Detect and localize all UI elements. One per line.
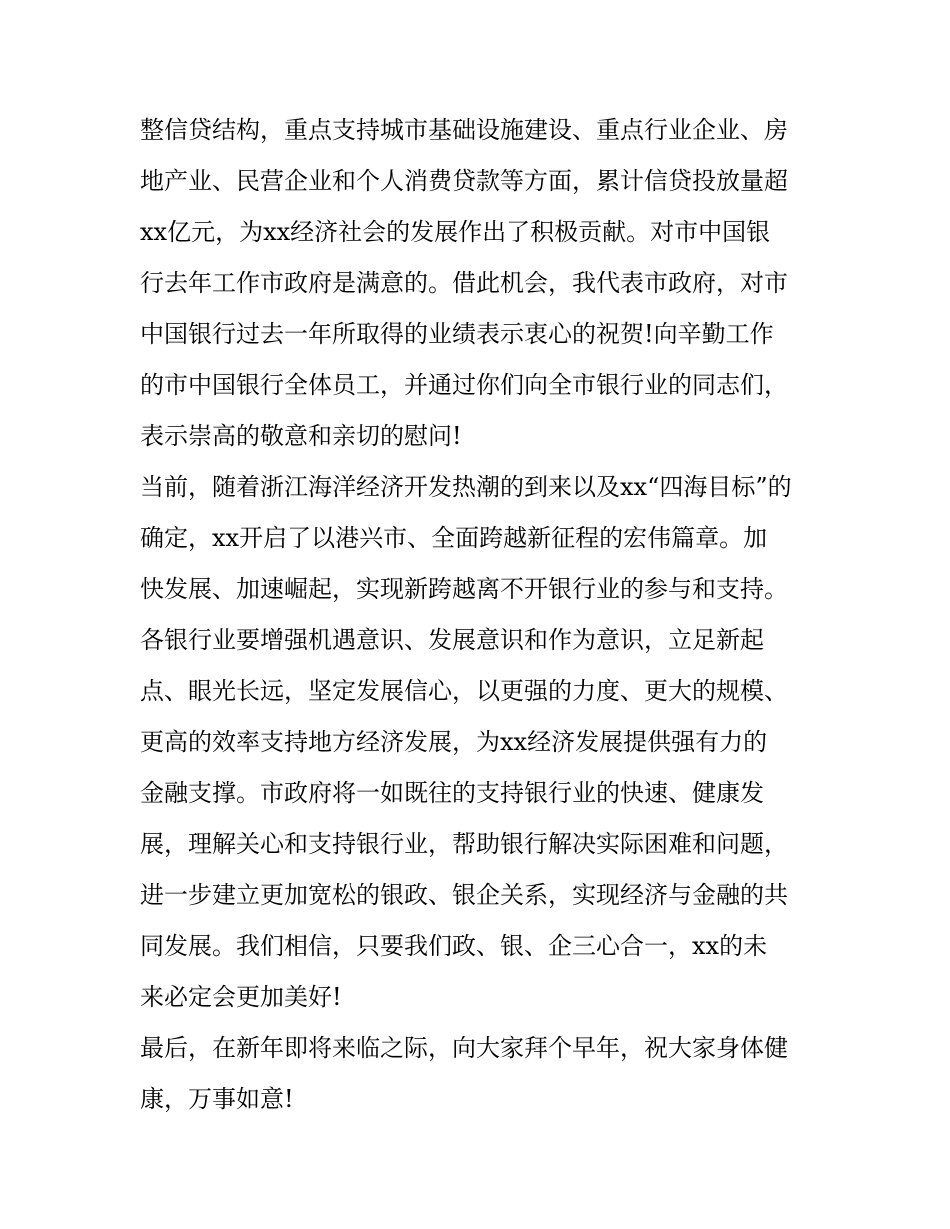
text-line: 康，万事如意! bbox=[140, 1085, 294, 1113]
text-line: 的市中国银行全体员工，并通过你们向全市银行业的同志们， bbox=[140, 371, 788, 399]
body-text bbox=[140, 105, 820, 1125]
text-line: 金融支撑。市政府将一如既往的支持银行业的快速、健康发 bbox=[140, 779, 764, 807]
text-line: 最后，在新年即将来临之际，向大家拜个早年，祝大家身体健 bbox=[140, 1034, 788, 1062]
text-line: 确定，xx开启了以港兴市、全面跨越新征程的宏伟篇章。加 bbox=[140, 524, 768, 552]
text-line: 点、眼光长远，坚定发展信心，以更强的力度、更大的规模、 bbox=[140, 677, 788, 705]
text-line: 表示崇高的敬意和亲切的慰问! bbox=[140, 422, 462, 450]
text-line: 中国银行过去一年所取得的业绩表示衷心的祝贺!向辛勤工作 bbox=[140, 320, 774, 348]
text-line: 展，理解关心和支持银行业，帮助银行解决实际困难和问题， bbox=[140, 830, 788, 858]
text-line: 更高的效率支持地方经济发展，为xx经济发展提供强有力的 bbox=[140, 728, 768, 756]
text-line: 同发展。我们相信，只要我们政、银、企三心合一，xx的未 bbox=[140, 932, 768, 960]
text-line: 快发展、加速崛起，实现新跨越离不开银行业的参与和支持。 bbox=[140, 575, 788, 603]
text-line: 当前，随着浙江海洋经济开发热潮的到来以及xx“四海目标”的 bbox=[140, 473, 792, 501]
text-line: 各银行业要增强机遇意识、发展意识和作为意识，立足新起 bbox=[140, 626, 764, 654]
text-line: 来必定会更加美好! bbox=[140, 983, 342, 1011]
text-line: 行去年工作市政府是满意的。借此机会，我代表市政府，对市 bbox=[140, 269, 788, 297]
text-line: xx亿元，为xx经济社会的发展作出了积极贡献。对市中国银 bbox=[140, 218, 771, 246]
text-line: 进一步建立更加宽松的银政、银企关系，实现经济与金融的共 bbox=[140, 881, 788, 909]
text-line: 地产业、民营企业和个人消费贷款等方面，累计信贷投放量超 bbox=[140, 167, 788, 195]
text-line: 整信贷结构，重点支持城市基础设施建设、重点行业企业、房 bbox=[140, 116, 788, 144]
